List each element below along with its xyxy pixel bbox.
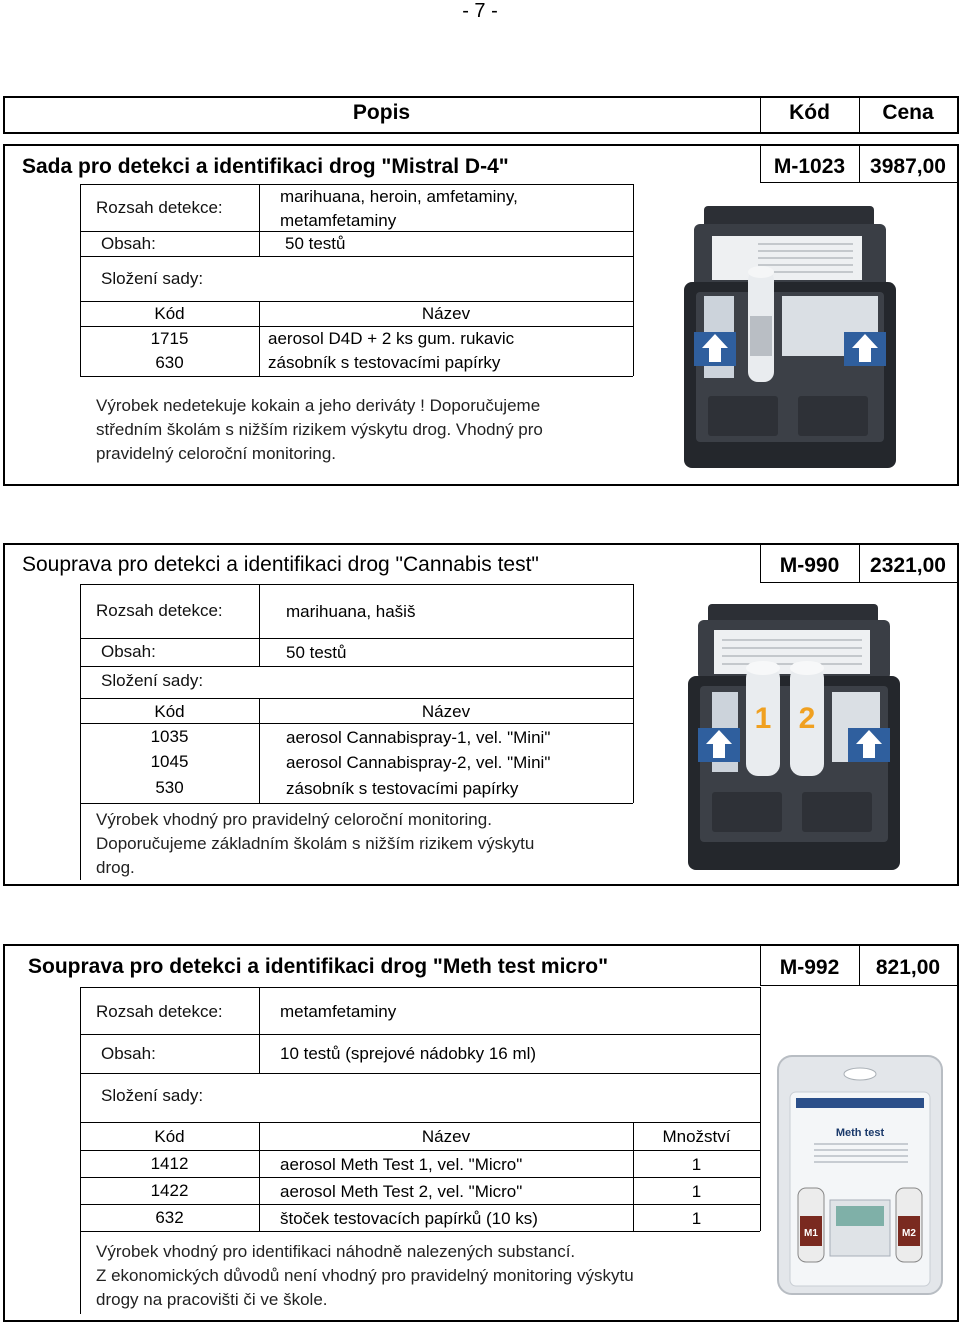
price-box-line bbox=[760, 582, 957, 583]
product-title: Souprava pro detekci a identifikaci drog "Meth test micro" bbox=[28, 955, 609, 978]
note-line: Doporučujeme základním školám s nižším rizikem výskytu bbox=[96, 834, 535, 853]
note-line: středním školám s nižším rizikem výskytu drog. Vhodný pro bbox=[96, 420, 543, 439]
item-nazev: štoček testovacích papírků (10 ks) bbox=[280, 1209, 538, 1228]
rozsah-value-line2: metamfetaminy bbox=[280, 211, 397, 230]
product-code: M-1023 bbox=[773, 155, 846, 178]
blister-spray-label-2: M2 bbox=[902, 1228, 916, 1239]
item-kod: 1715 bbox=[150, 329, 189, 348]
page-number: - 7 - bbox=[462, 0, 498, 22]
item-nazev: aerosol Meth Test 1, vel. "Micro" bbox=[280, 1155, 523, 1174]
item-kod: 632 bbox=[155, 1208, 184, 1227]
obsah-label: Obsah: bbox=[101, 1044, 156, 1063]
item-kod: 530 bbox=[155, 778, 184, 797]
case-with-two-sprays-icon bbox=[682, 596, 904, 878]
item-kod: 1422 bbox=[150, 1181, 189, 1200]
rozsah-value-line1: marihuana, heroin, amfetaminy, bbox=[280, 187, 518, 206]
header-cena: Cena bbox=[882, 101, 934, 124]
slozeni-label: Složení sady: bbox=[101, 269, 204, 288]
rozsah-value: metamfetaminy bbox=[280, 1002, 397, 1021]
header-popis: Popis bbox=[352, 101, 411, 124]
product-note bbox=[96, 808, 534, 880]
product-code: M-990 bbox=[779, 554, 840, 577]
spray-label-2: 2 bbox=[798, 702, 816, 735]
price-box-line bbox=[760, 985, 957, 986]
spray-label-1: 1 bbox=[754, 702, 772, 735]
product-title: Souprava pro detekci a identifikaci drog "Cannabis test" bbox=[22, 553, 539, 576]
product-price: 2321,00 bbox=[870, 554, 946, 577]
obsah-label: Obsah: bbox=[101, 642, 156, 661]
product-price: 3987,00 bbox=[870, 155, 946, 178]
note-line: pravidelný celoroční monitoring. bbox=[96, 444, 337, 463]
item-mnozstvi: 1 bbox=[691, 1182, 702, 1201]
col-nazev: Název bbox=[421, 702, 471, 721]
item-mnozstvi: 1 bbox=[691, 1209, 702, 1228]
obsah-value: 10 testů (sprejové nádobky 16 ml) bbox=[280, 1044, 537, 1063]
col-kod: Kód bbox=[154, 702, 185, 721]
col-nazev: Název bbox=[421, 304, 471, 323]
header-kod: Kód bbox=[789, 101, 830, 124]
item-kod: 1045 bbox=[150, 752, 189, 771]
item-kod: 630 bbox=[155, 353, 184, 372]
rozsah-label: Rozsah detekce: bbox=[96, 198, 223, 217]
item-nazev: zásobník s testovacími papírky bbox=[286, 779, 519, 798]
obsah-value: 50 testů bbox=[285, 234, 346, 253]
item-nazev: zásobník s testovacími papírky bbox=[268, 353, 501, 372]
blister-pack-meth-test-icon bbox=[774, 1052, 946, 1298]
note-line: drogy na pracovišti či ve škole. bbox=[96, 1290, 328, 1309]
blister-spray-label-1: M1 bbox=[804, 1228, 818, 1239]
slozeni-label: Složení sady: bbox=[101, 671, 204, 690]
rozsah-label: Rozsah detekce: bbox=[96, 1002, 223, 1021]
item-kod: 1412 bbox=[150, 1154, 189, 1173]
item-kod: 1035 bbox=[150, 727, 189, 746]
col-kod: Kód bbox=[154, 1127, 185, 1146]
item-nazev: aerosol Cannabispray-2, vel. "Mini" bbox=[286, 753, 551, 772]
product-price: 821,00 bbox=[875, 956, 941, 979]
item-nazev: aerosol D4D + 2 ks gum. rukavic bbox=[268, 329, 515, 348]
col-nazev: Název bbox=[421, 1127, 471, 1146]
case-with-one-spray-icon bbox=[678, 196, 900, 478]
rozsah-value: marihuana, hašiš bbox=[286, 602, 416, 621]
product-title: Sada pro detekci a identifikaci drog "Mistral D-4" bbox=[22, 155, 509, 178]
slozeni-label: Složení sady: bbox=[101, 1086, 204, 1105]
note-line: Z ekonomických důvodů není vhodný pro pravidelný monitoring výskytu bbox=[96, 1266, 634, 1285]
obsah-value: 50 testů bbox=[286, 643, 347, 662]
blister-title: Meth test bbox=[835, 1127, 885, 1139]
col-kod: Kód bbox=[154, 304, 185, 323]
col-mnozstvi: Množství bbox=[662, 1127, 731, 1146]
product-code: M-992 bbox=[779, 956, 840, 979]
obsah-label: Obsah: bbox=[101, 234, 156, 253]
product-note bbox=[96, 394, 543, 466]
note-line: Výrobek vhodný pro pravidelný celoroční monitoring. bbox=[96, 810, 492, 829]
item-mnozstvi: 1 bbox=[691, 1155, 702, 1174]
note-line: Výrobek vhodný pro identifikaci náhodně nalezených substancí. bbox=[96, 1242, 576, 1261]
price-box-line bbox=[760, 182, 957, 183]
product-note bbox=[96, 1240, 634, 1312]
note-line: Výrobek nedetekuje kokain a jeho deriváty ! Doporučujeme bbox=[96, 396, 541, 415]
note-line: drog. bbox=[96, 858, 135, 877]
rozsah-label: Rozsah detekce: bbox=[96, 601, 223, 620]
item-nazev: aerosol Meth Test 2, vel. "Micro" bbox=[280, 1182, 523, 1201]
item-nazev: aerosol Cannabispray-1, vel. "Mini" bbox=[286, 728, 551, 747]
